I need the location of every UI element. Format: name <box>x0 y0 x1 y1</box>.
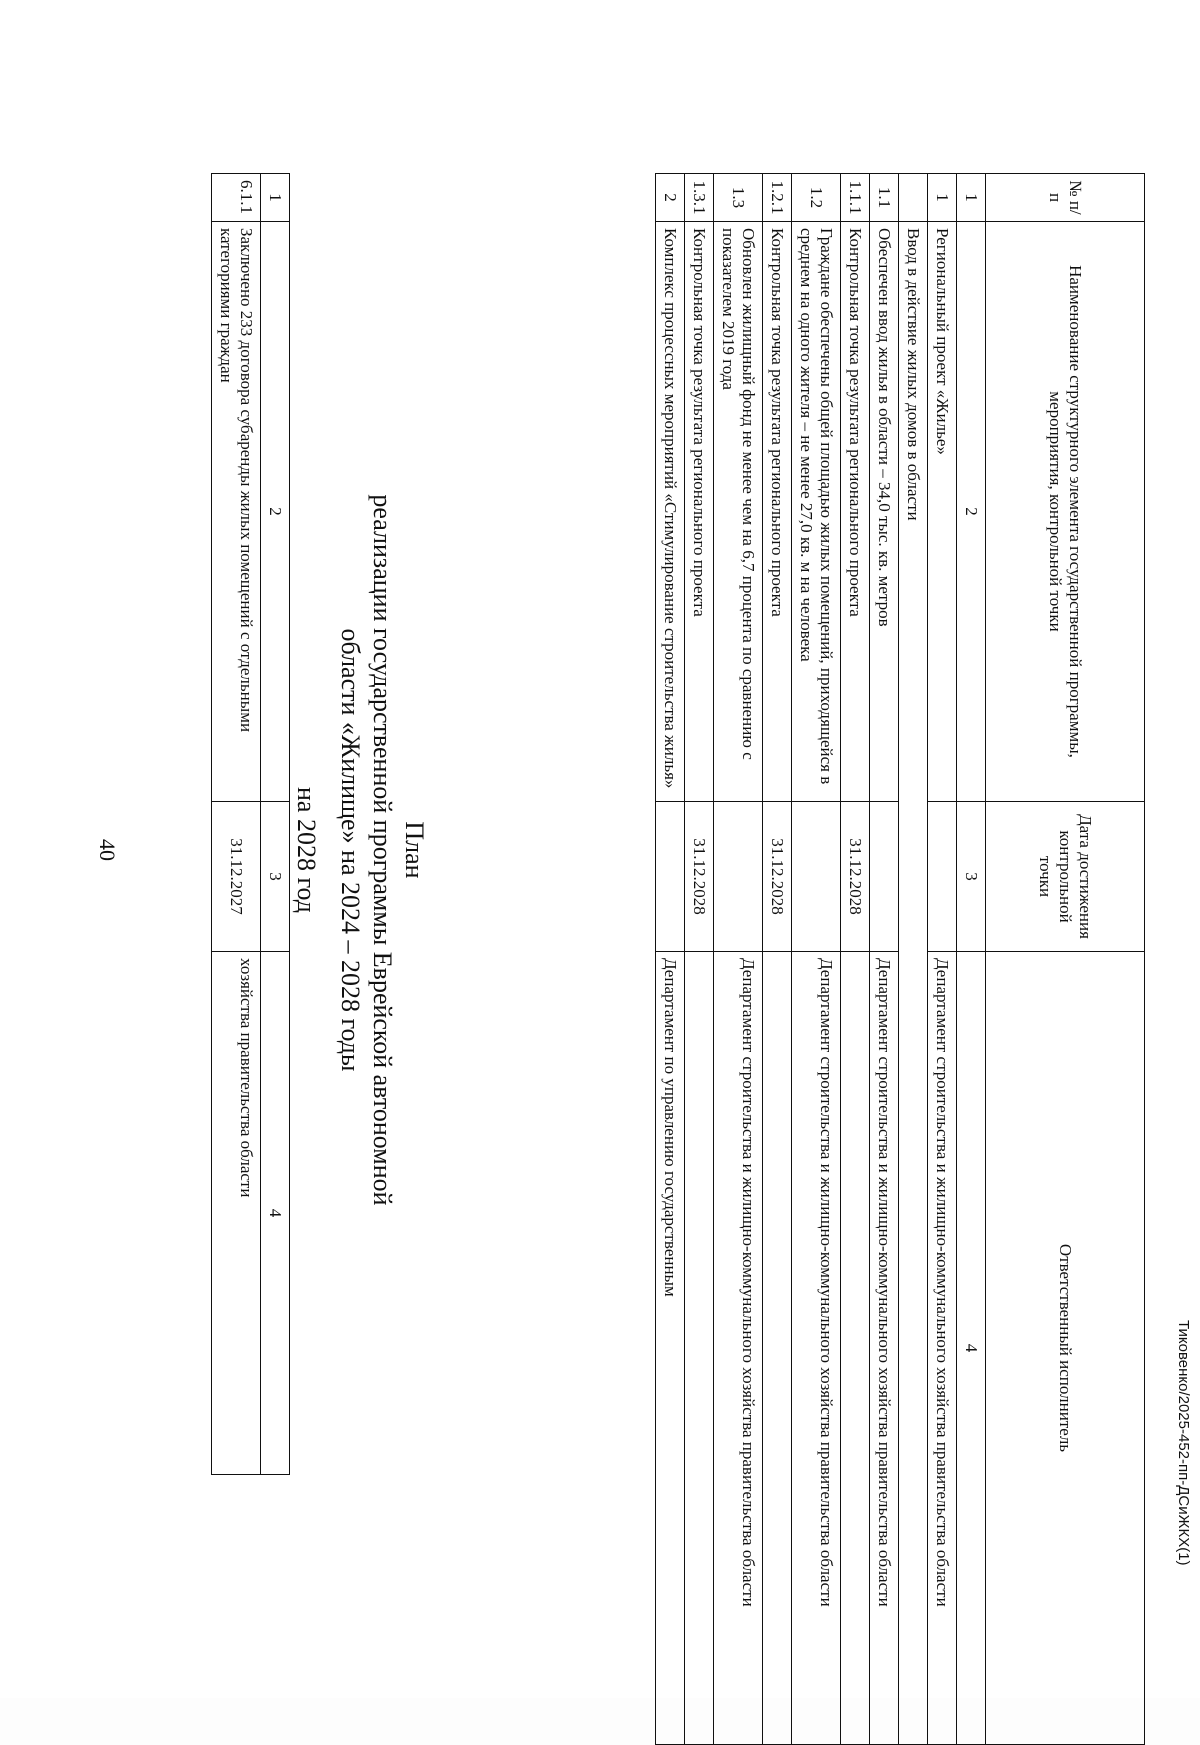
row-name: Граждане обеспечены общей площадью жилых помещений, приходящейся в среднем на одного жителя – не менее 27,0 кв. м на человека <box>792 222 841 802</box>
table-row <box>899 174 928 1745</box>
index-cell: 1 <box>957 174 986 222</box>
table-row <box>928 174 957 1745</box>
table-row <box>685 174 714 1745</box>
index-cell: 2 <box>957 222 986 802</box>
table-row <box>714 174 763 1745</box>
row-number: 2 <box>656 174 685 222</box>
row-responsible: Департамент строительства и жилищно-коммунального хозяйства правительства области <box>870 952 899 1745</box>
row-responsible: хозяйства правительства области <box>212 952 261 1475</box>
table-row <box>870 174 899 1745</box>
row-number: 1.1.1 <box>841 174 870 222</box>
index-cell: 3 <box>957 802 986 952</box>
header-num: № п/п <box>986 174 1145 222</box>
header-cell: 1 <box>261 174 290 222</box>
row-date <box>870 802 899 952</box>
title-line: реализации государственной программы Еврейской автономной <box>368 494 397 1206</box>
header-cell: 4 <box>261 952 290 1475</box>
title-year: на 2028 год <box>292 787 321 913</box>
row-date: 31.12.2028 <box>685 802 714 952</box>
index-cell: 4 <box>957 952 986 1745</box>
header-responsible: Ответственный исполнитель <box>986 952 1145 1745</box>
table-row <box>212 174 261 1475</box>
table-row <box>792 174 841 1745</box>
row-date: 31.12.2027 <box>212 802 261 952</box>
header-cell: 3 <box>261 802 290 952</box>
row-date: 31.12.2028 <box>763 802 792 952</box>
row-responsible <box>841 952 870 1745</box>
page-number: 40 <box>95 839 120 861</box>
plan-table <box>655 173 1145 1745</box>
row-responsible: Департамент по управлению государственным <box>656 952 685 1745</box>
row-number: 6.1.1 <box>212 174 261 222</box>
row-name: Обновлен жилищный фонд не менее чем на 6,7 процента по сравнению с показателем 2019 года <box>714 222 763 802</box>
row-name: Обеспечен ввод жилья в области – 34,0 тыс. кв. метров <box>870 222 899 802</box>
title-line: области «Жилище» на 2024 – 2028 годы <box>336 628 365 1072</box>
plan-title <box>290 380 430 1320</box>
row-date <box>714 802 763 952</box>
row-number: 1.2 <box>792 174 841 222</box>
table-row <box>841 174 870 1745</box>
row-number <box>899 174 928 222</box>
row-name: Контрольная точка результата регионального проекта <box>685 222 714 802</box>
row-responsible: Департамент строительства и жилищно-коммунального хозяйства правительства области <box>792 952 841 1745</box>
table-row <box>656 174 685 1745</box>
row-number: 1.1 <box>870 174 899 222</box>
row-name: Заключено 233 договора субаренды жилых помещений с отдельными категориями граждан <box>212 222 261 802</box>
row-name: Ввод в действие жилых домов в области <box>899 222 928 1745</box>
row-responsible: Департамент строительства и жилищно-коммунального хозяйства правительства области <box>714 952 763 1745</box>
row-date <box>792 802 841 952</box>
row-date <box>928 802 957 952</box>
row-number: 1.3.1 <box>685 174 714 222</box>
continuation-table <box>211 173 290 1475</box>
row-number: 1.3 <box>714 174 763 222</box>
row-responsible <box>763 952 792 1745</box>
row-responsible <box>685 952 714 1745</box>
row-name: Контрольная точка результата регионального проекта <box>841 222 870 802</box>
title-line: План <box>400 821 429 879</box>
row-date: 31.12.2028 <box>841 802 870 952</box>
row-name: Региональный проект «Жилье» <box>928 222 957 802</box>
row-name: Контрольная точка результата регионального проекта <box>763 222 792 802</box>
header-cell: 2 <box>261 222 290 802</box>
row-name: Комплекс процессных мероприятий «Стимулирование строительства жилья» <box>656 222 685 802</box>
row-responsible: Департамент строительства и жилищно-коммунального хозяйства правительства области <box>928 952 957 1745</box>
row-number: 1 <box>928 174 957 222</box>
row-number: 1.2.1 <box>763 174 792 222</box>
document-footer-code: Тиковенко/2025-452-пп-ДСиЖКХ(1) <box>1175 1320 1192 1566</box>
header-date: Дата достижения контрольной точки <box>986 802 1145 952</box>
row-date <box>656 802 685 952</box>
table-header-row <box>261 174 290 1475</box>
table-row <box>763 174 792 1745</box>
header-name: Наименование структурного элемента государственной программы, мероприятия, контрольной точки <box>986 222 1145 802</box>
index-row <box>957 174 986 1745</box>
table-header-row <box>986 174 1145 1745</box>
